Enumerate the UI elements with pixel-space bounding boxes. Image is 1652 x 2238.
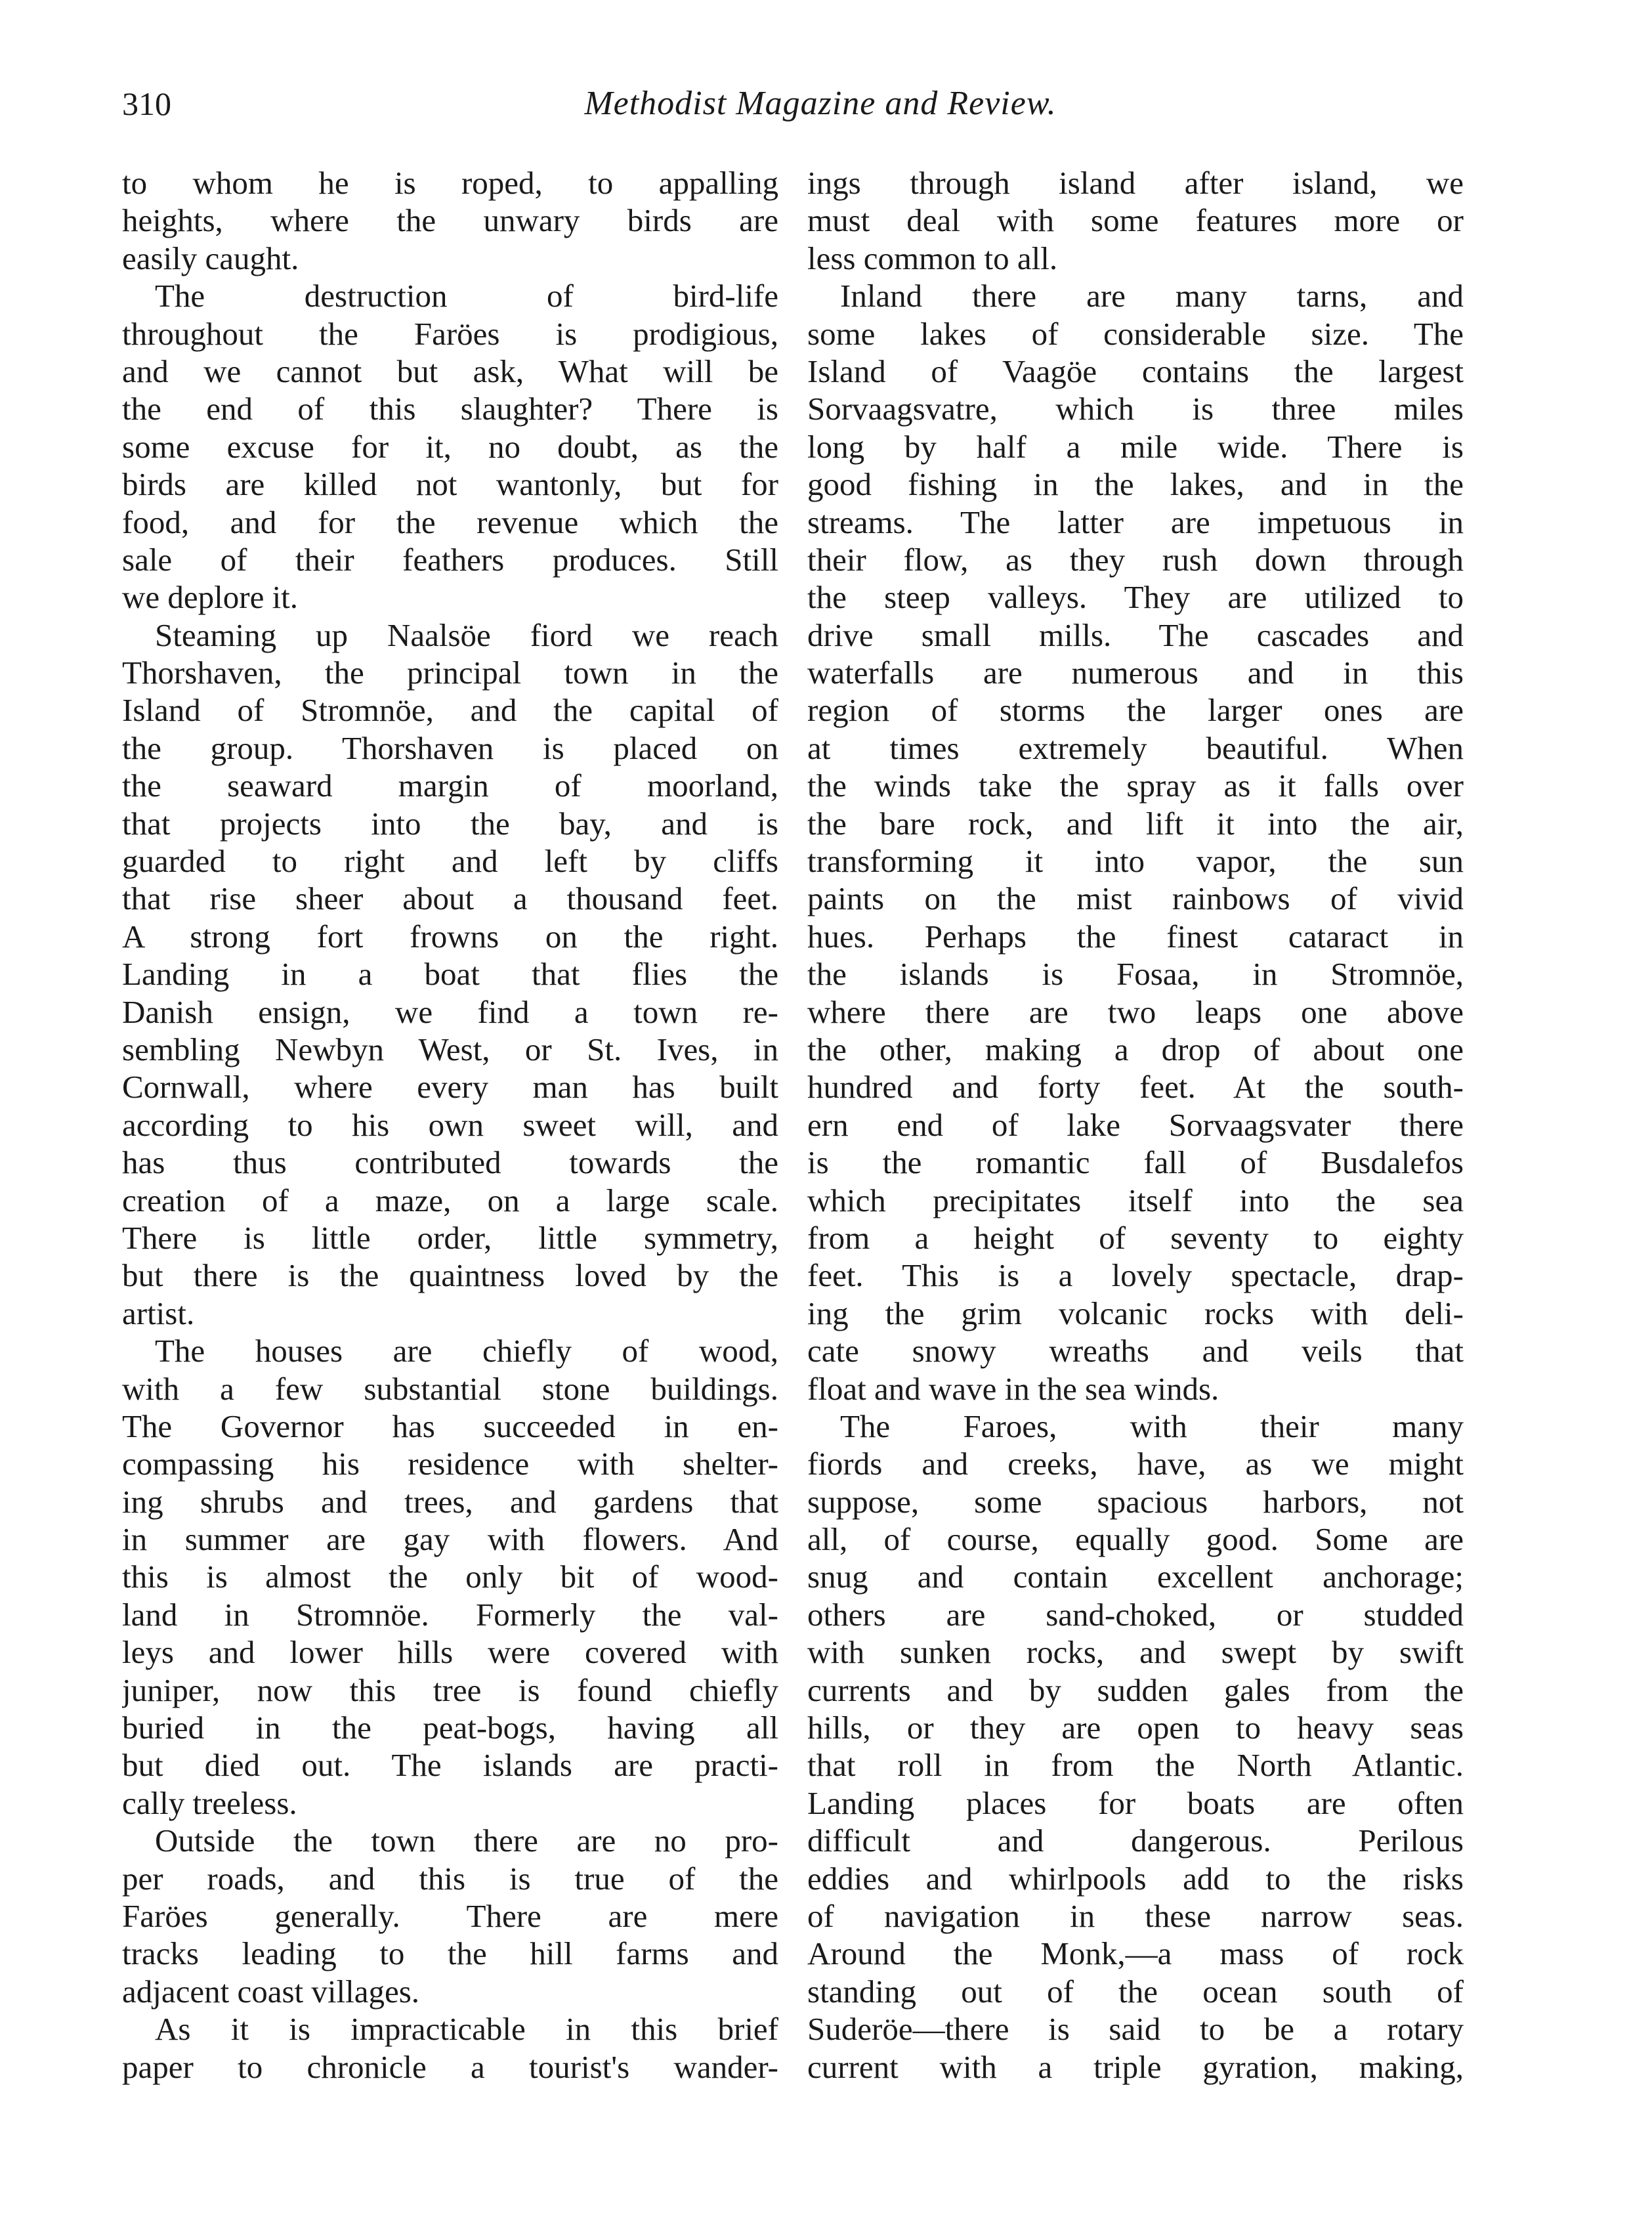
text-line: region of storms the larger ones are bbox=[807, 692, 1464, 729]
text-line: waterfalls are numerous and in this bbox=[807, 655, 1464, 691]
text-line: that rise sheer about a thousand feet. bbox=[122, 880, 778, 917]
text-line: sembling Newbyn West, or St. Ives, in bbox=[122, 1031, 778, 1067]
text-line: with a few substantial stone buildings. bbox=[122, 1370, 778, 1407]
text-line: the other, making a drop of about one bbox=[807, 1031, 1464, 1067]
text-line: tracks leading to the hill farms and bbox=[122, 1935, 778, 1972]
text-line: The destruction of bird-life bbox=[155, 278, 778, 314]
text-line: the group. Thorshaven is placed on bbox=[122, 729, 778, 766]
text-line: float and wave in the sea winds. bbox=[807, 1370, 1219, 1407]
text-line: guarded to right and left by cliffs bbox=[122, 843, 778, 880]
text-line: but there is the quaintness loved by the bbox=[122, 1257, 778, 1294]
text-line: their flow, as they rush down through bbox=[807, 541, 1464, 578]
text-line: cally treeless. bbox=[122, 1784, 297, 1821]
text-line: snug and contain excellent anchorage; bbox=[807, 1559, 1464, 1595]
text-line: less common to all. bbox=[807, 240, 1058, 276]
text-line: ing the grim volcanic rocks with deli- bbox=[807, 1295, 1464, 1331]
text-line: feet. This is a lovely spectacle, drap- bbox=[807, 1257, 1464, 1294]
text-line: juniper, now this tree is found chiefly bbox=[122, 1671, 778, 1708]
text-line: Suderöe—there is said to be a rotary bbox=[807, 2011, 1464, 2048]
text-line: hills, or they are open to heavy seas bbox=[807, 1710, 1464, 1746]
left-column bbox=[122, 164, 778, 2086]
text-line: cate snowy wreaths and veils that bbox=[807, 1333, 1464, 1369]
text-line: the end of this slaughter? There is bbox=[122, 391, 778, 427]
text-line: must deal with some features more or bbox=[807, 202, 1464, 239]
text-line: the bare rock, and lift it into the air, bbox=[807, 805, 1464, 842]
text-line: this is almost the only bit of wood- bbox=[122, 1559, 778, 1595]
text-line: suppose, some spacious harbors, not bbox=[807, 1483, 1464, 1520]
text-line: food, and for the revenue which the bbox=[122, 504, 778, 540]
text-line: easily caught. bbox=[122, 240, 299, 276]
text-line: is the romantic fall of Busdalefos bbox=[807, 1144, 1464, 1181]
text-line: As it is impracticable in this brief bbox=[155, 2011, 778, 2048]
text-line: fiords and creeks, have, as we might bbox=[807, 1446, 1464, 1482]
text-line: the seaward margin of moorland, bbox=[122, 767, 778, 804]
text-line: There is little order, little symmetry, bbox=[122, 1219, 778, 1256]
text-line: Island of Vaagöe contains the largest bbox=[807, 353, 1464, 389]
text-line: Steaming up Naalsöe fiord we reach bbox=[155, 616, 778, 653]
text-line: in summer are gay with flowers. And bbox=[122, 1521, 778, 1558]
text-line: Danish ensign, we find a town re- bbox=[122, 993, 778, 1030]
right-column bbox=[807, 164, 1464, 2086]
text-line: at times extremely beautiful. When bbox=[807, 729, 1464, 766]
text-line: streams. The latter are impetuous in bbox=[807, 504, 1464, 540]
text-line: that projects into the bay, and is bbox=[122, 805, 778, 842]
text-line: paints on the mist rainbows of vivid bbox=[807, 880, 1464, 917]
text-line: Thorshaven, the principal town in the bbox=[122, 655, 778, 691]
text-line: of navigation in these narrow seas. bbox=[807, 1897, 1464, 1934]
text-line: the winds take the spray as it falls over bbox=[807, 767, 1464, 804]
text-line: Faröes generally. There are mere bbox=[122, 1897, 778, 1934]
text-line: and we cannot but ask, What will be bbox=[122, 353, 778, 389]
text-line: which precipitates itself into the sea bbox=[807, 1182, 1464, 1218]
text-line: Cornwall, where every man has built bbox=[122, 1069, 778, 1106]
text-line: standing out of the ocean south of bbox=[807, 1973, 1464, 2010]
text-line: sale of their feathers produces. Still bbox=[122, 541, 778, 578]
text-line: with sunken rocks, and swept by swift bbox=[807, 1634, 1464, 1671]
text-line: drive small mills. The cascades and bbox=[807, 616, 1464, 653]
text-line: good fishing in the lakes, and in the bbox=[807, 466, 1464, 503]
text-line: has thus contributed towards the bbox=[122, 1144, 778, 1181]
text-line: land in Stromnöe. Formerly the val- bbox=[122, 1596, 778, 1633]
text-line: but died out. The islands are practi- bbox=[122, 1747, 778, 1784]
text-line: paper to chronicle a tourist's wander- bbox=[122, 2048, 778, 2085]
text-line: leys and lower hills were covered with bbox=[122, 1634, 778, 1671]
text-line: difficult and dangerous. Perilous bbox=[807, 1822, 1464, 1859]
text-line: Landing places for boats are often bbox=[807, 1784, 1464, 1821]
text-line: throughout the Faröes is prodigious, bbox=[122, 315, 778, 352]
running-head: Methodist Magazine and Review. bbox=[584, 85, 1057, 122]
text-line: others are sand-choked, or studded bbox=[807, 1596, 1464, 1633]
text-line: compassing his residence with shelter- bbox=[122, 1446, 778, 1482]
text-line: that roll in from the North Atlantic. bbox=[807, 1747, 1464, 1784]
text-line: birds are killed not wantonly, but for bbox=[122, 466, 778, 503]
text-line: transforming it into vapor, the sun bbox=[807, 843, 1464, 880]
text-line: Around the Monk,—a mass of rock bbox=[807, 1935, 1464, 1972]
text-line: The Faroes, with their many bbox=[840, 1408, 1464, 1444]
text-line: Island of Stromnöe, and the capital of bbox=[122, 692, 778, 729]
text-line: the islands is Fosaa, in Stromnöe, bbox=[807, 956, 1464, 993]
text-line: the steep valleys. They are utilized to bbox=[807, 579, 1464, 616]
text-line: The Governor has succeeded in en- bbox=[122, 1408, 778, 1444]
text-line: A strong fort frowns on the right. bbox=[122, 918, 778, 955]
text-line: Inland there are many tarns, and bbox=[840, 278, 1464, 314]
text-line: current with a triple gyration, making, bbox=[807, 2048, 1464, 2085]
text-line: hundred and forty feet. At the south- bbox=[807, 1069, 1464, 1106]
text-line: long by half a mile wide. There is bbox=[807, 428, 1464, 465]
text-line: per roads, and this is true of the bbox=[122, 1860, 778, 1897]
text-line: Sorvaagsvatre, which is three miles bbox=[807, 391, 1464, 427]
text-line: where there are two leaps one above bbox=[807, 993, 1464, 1030]
text-line: ings through island after island, we bbox=[807, 165, 1464, 201]
text-line: we deplore it. bbox=[122, 579, 299, 616]
page-number: 310 bbox=[122, 85, 171, 122]
text-line: creation of a maze, on a large scale. bbox=[122, 1182, 778, 1218]
text-line: all, of course, equally good. Some are bbox=[807, 1521, 1464, 1558]
text-line: some lakes of considerable size. The bbox=[807, 315, 1464, 352]
text-line: artist. bbox=[122, 1295, 195, 1331]
text-line: buried in the peat-bogs, having all bbox=[122, 1710, 778, 1746]
text-line: Outside the town there are no pro- bbox=[155, 1822, 778, 1859]
text-line: currents and by sudden gales from the bbox=[807, 1671, 1464, 1708]
text-line: ing shrubs and trees, and gardens that bbox=[122, 1483, 778, 1520]
text-line: The houses are chiefly of wood, bbox=[155, 1333, 778, 1369]
text-line: heights, where the unwary birds are bbox=[122, 202, 778, 239]
text-line: hues. Perhaps the finest cataract in bbox=[807, 918, 1464, 955]
text-line: eddies and whirlpools add to the risks bbox=[807, 1860, 1464, 1897]
text-line: from a height of seventy to eighty bbox=[807, 1219, 1464, 1256]
text-line: to whom he is roped, to appalling bbox=[122, 165, 778, 201]
text-line: Landing in a boat that flies the bbox=[122, 956, 778, 993]
text-line: according to his own sweet will, and bbox=[122, 1106, 778, 1143]
text-line: ern end of lake Sorvaagsvater there bbox=[807, 1106, 1464, 1143]
text-line: adjacent coast villages. bbox=[122, 1973, 420, 2010]
text-line: some excuse for it, no doubt, as the bbox=[122, 428, 778, 465]
